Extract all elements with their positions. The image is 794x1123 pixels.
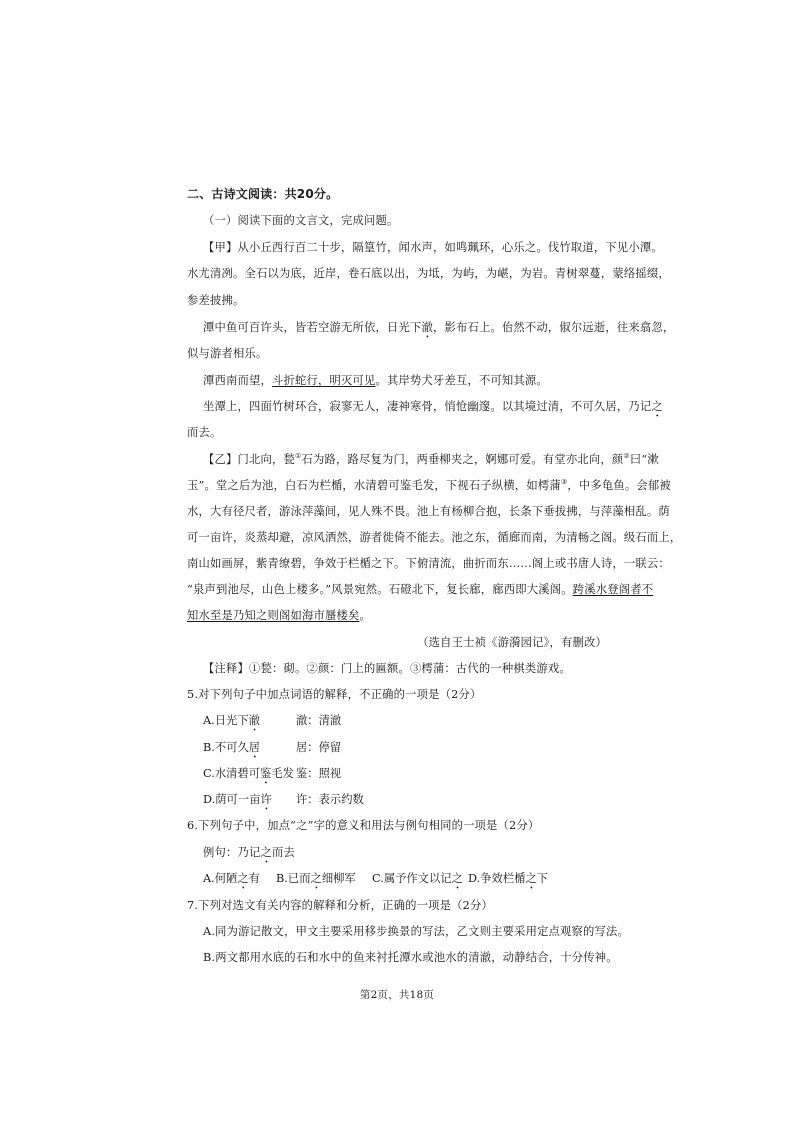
q6-option-b	[276, 871, 356, 892]
text: 曰“漱	[629, 453, 659, 466]
text: 细柳军	[321, 872, 356, 885]
text: ，影布石上。佁然不动，俶尔远逝，往来翕忽，	[432, 321, 675, 334]
option-text	[203, 740, 260, 761]
text: C.水清碧可	[203, 767, 261, 780]
dotted-word: 澈	[421, 321, 433, 334]
jia-paragraph-2-line-2: 似与游者相乐。	[187, 347, 268, 360]
q6-example	[203, 845, 295, 866]
yi-line-6	[187, 582, 654, 598]
source-citation: （选自王士祯《游漪园记》，有删改）	[417, 636, 607, 649]
yi-line-2	[187, 478, 671, 494]
text: 例句：乃记	[203, 846, 261, 859]
text: 。	[359, 609, 371, 622]
text: 石为路，路尽复为门，两垂柳夹之，婀娜可爱。有堂亦北向，颜	[301, 453, 624, 466]
text: 毛发	[271, 767, 294, 780]
option-explanation: 居：停留	[296, 741, 342, 754]
jia-paragraph-2-line-1	[203, 320, 675, 341]
option-text	[203, 713, 260, 734]
footnote-mark: ①	[295, 452, 302, 461]
option-text	[203, 792, 272, 813]
text: 下	[536, 872, 549, 885]
footnote-mark: ③	[560, 478, 568, 487]
yi-line-4: 可一亩许，炎蒸却避，凉风洒然，游者徙倚不能去。池之东，循廊而南，为清畅之阁。级石而上，	[187, 531, 682, 544]
section-title: 二、古诗文阅读：共20分。	[187, 187, 339, 201]
jia-paragraph-4-line-1	[203, 399, 663, 420]
dotted-word: 鉴	[260, 767, 272, 780]
text: A.日光下	[203, 714, 249, 727]
text: 潭中鱼可百许头，皆若空游无所依，日光下	[203, 321, 422, 334]
option-text	[203, 766, 294, 787]
text: A.何陋	[203, 872, 238, 885]
text: 坐潭上，四面竹树环合，寂寥无人，凄神寒骨，悄怆幽邃。以其境过清，不可久居，乃记	[203, 400, 652, 413]
q7-option-a: A.同为游记散文，甲文主要采用移步换景的写法，乙文则主要采用定点观察的写法。	[203, 925, 630, 938]
yi-line-7	[187, 608, 371, 624]
dotted-word: 之	[651, 400, 663, 413]
text: 而去	[272, 846, 295, 859]
dotted-word: 之	[237, 872, 249, 885]
dotted-word: 之	[310, 872, 322, 885]
underlined-sentence: 跨溪水登阁者不	[572, 583, 654, 596]
text: 。其岸势犬牙差互，不可知其源。	[375, 374, 548, 387]
dotted-word: 之	[451, 872, 463, 885]
yi-line-1	[203, 452, 659, 468]
option-explanation: 鉴：照视	[296, 767, 342, 780]
text: B.已而	[276, 872, 311, 885]
q6-option-c	[372, 871, 463, 892]
yi-line-5: 南山如画屏，紫青缭碧，争效于栏楯之下。下俯清流，曲折而东……阁上或书唐人诗，一联云：	[187, 557, 670, 570]
text: C.属予作文以记	[372, 872, 452, 885]
question-6-stem: 6.下列句子中，加点“之”字的意义和用法与例句相同的一项是（2分）	[187, 819, 540, 832]
footnote-mark: ②	[623, 452, 630, 461]
text: D.争效栏楯	[468, 872, 526, 885]
jia-paragraph-4-line-2: 而去。	[187, 426, 222, 439]
text: B.不可久	[203, 741, 249, 754]
dotted-word: 之	[525, 872, 537, 885]
text: D.荫可一亩	[203, 793, 261, 806]
text: ，中多龟鱼。会郁被	[567, 479, 671, 492]
underlined-phrase: 斗折蛇行，明灭可见	[271, 374, 376, 387]
dotted-word: 许	[260, 793, 272, 806]
yi-line-3: 水，大有径尺者，游泳萍藻间，见人殊不畏。池上有杨柳合抱，长条下垂拔拂，与萍藻相乱。荫	[187, 505, 670, 518]
option-explanation: 澈：清澈	[296, 714, 342, 727]
dotted-word: 澈	[248, 714, 260, 727]
text: 门北向，甃	[237, 453, 295, 466]
text: “泉声到池尽，山色上楼多。”风景宛然。石磴北下，复长廊，廊西即大溪阁。	[187, 583, 573, 596]
underlined-sentence: 知水至是乃知之则阁如海市蜃楼矣	[187, 609, 360, 622]
text: 玉”。堂之后为池，白石为栏楯，水清碧可鉴毛发，下视石子纵横，如樗蒲	[187, 479, 561, 492]
question-5-stem: 5.对下列句子中加点词语的解释，不正确的一项是（2分）	[187, 688, 482, 701]
subsection-title: （一）阅读下面的文言文，完成问题。	[203, 214, 399, 227]
q6-option-a	[203, 871, 260, 892]
q7-option-b: B.两文都用水底的石和水中的鱼来衬托潭水或池水的清澈，动静结合，十分传神。	[203, 951, 618, 964]
annotations: 【注释】①甃：砌。②颜：门上的匾额。③樗蒲：古代的一种棋类游戏。	[203, 662, 571, 675]
jia-text: 从小丘西行百二十步，隔篁竹，闻水声，如鸣珮环，心乐之。伐竹取道，下见小潭。	[237, 241, 663, 254]
page-footer: 第2页，共18页	[359, 989, 435, 1001]
jia-paragraph-3	[203, 373, 548, 389]
text: 有	[248, 872, 260, 885]
question-7-stem: 7.下列对选文有关内容的解释和分析，正确的一项是（2分）	[187, 899, 493, 912]
jia-paragraph-1-line-2: 水尤清冽。全石以为底，近岸，卷石底以出，为坻，为屿，为嵁，为岩。青树翠蔓，蒙络摇缀，	[187, 267, 670, 280]
jia-paragraph-1-line-3: 参差披拂。	[187, 294, 245, 307]
yi-label: 【乙】	[203, 453, 238, 466]
jia-paragraph-1-line-1	[203, 240, 663, 256]
text: 潭西南而望，	[203, 374, 272, 387]
q6-option-d	[468, 871, 548, 892]
dotted-word: 之	[260, 846, 272, 859]
jia-label: 【甲】	[203, 241, 238, 254]
dotted-word: 居	[248, 741, 261, 754]
option-explanation: 许：表示约数	[296, 793, 364, 806]
